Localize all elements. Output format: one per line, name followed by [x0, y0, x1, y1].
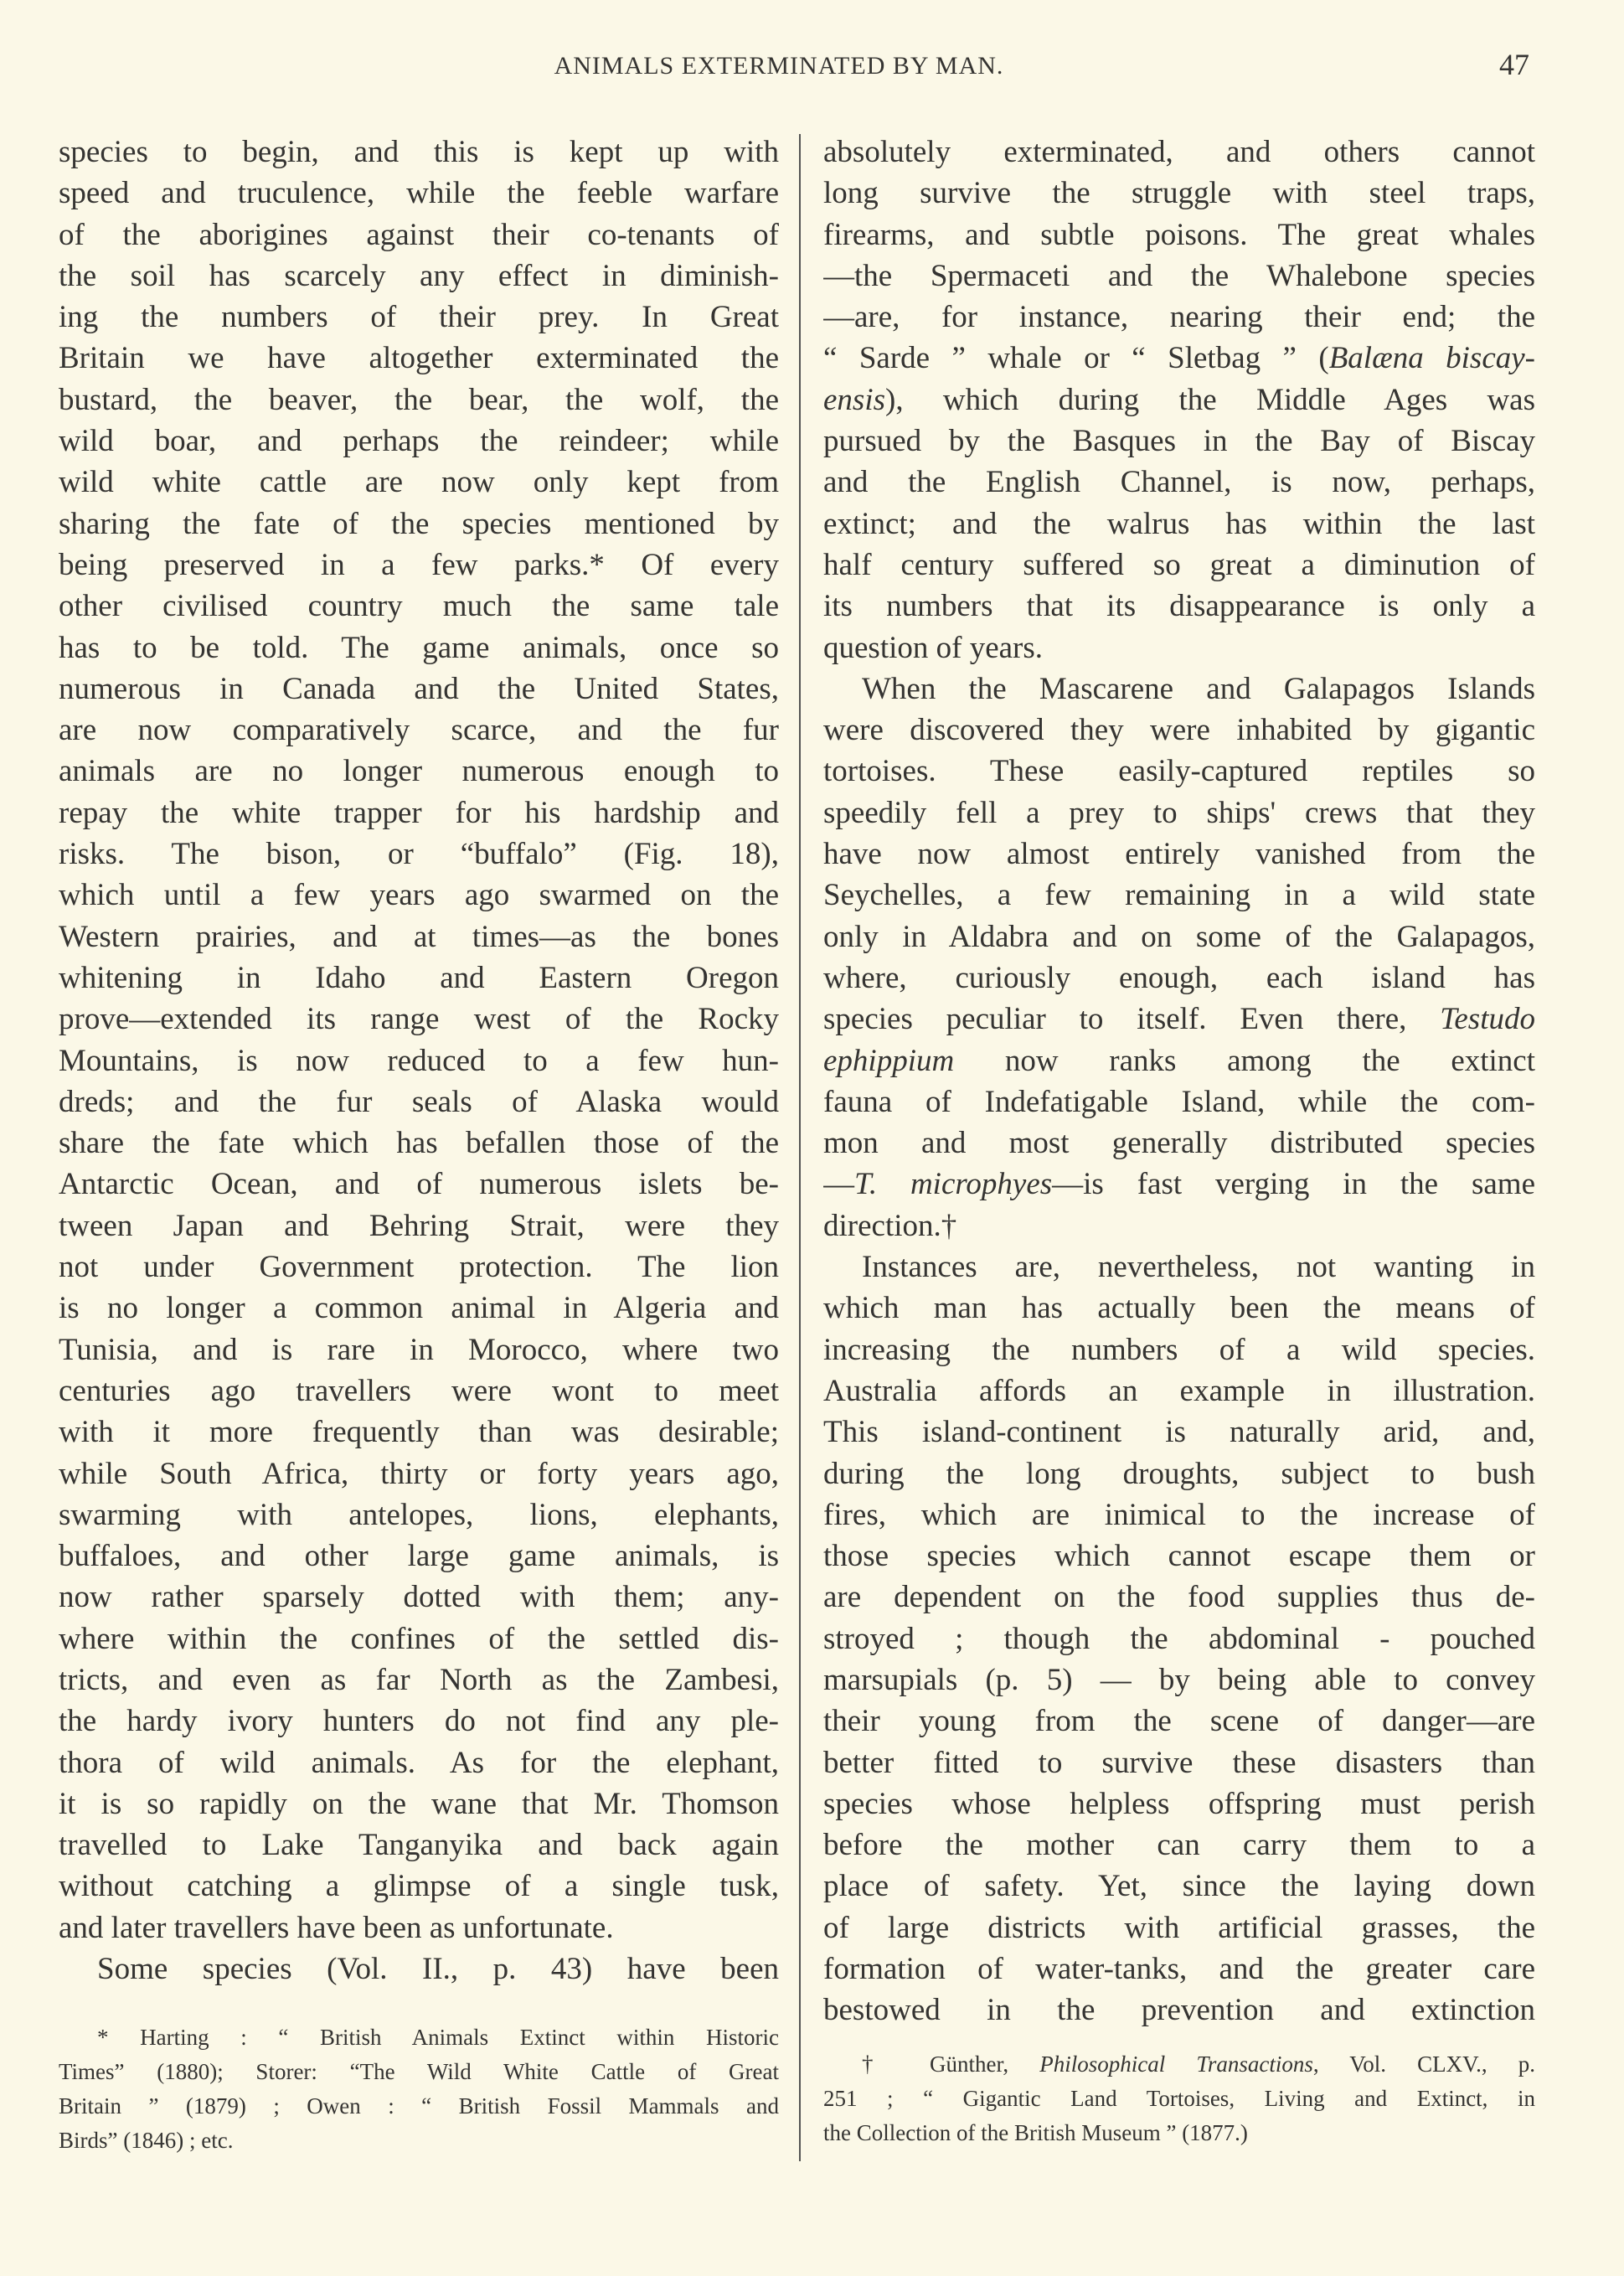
- text-line: pursued by the Basques in the Bay of Biscay: [823, 424, 1535, 459]
- text-segment: † Günther,: [862, 2051, 1040, 2077]
- text-line: animals are no longer numerous enough to: [59, 754, 779, 789]
- text-line: species whose helpless offspring must perish: [823, 1786, 1535, 1821]
- text-line: [823, 338, 1535, 379]
- text-line: * Harting : “ British Animals Extinct within Historic: [97, 2025, 779, 2050]
- text-line: the hardy ivory hunters do not find any ple-: [59, 1704, 779, 1739]
- text-line: speed and truculence, while the feeble warfare: [59, 176, 779, 211]
- text-line: which man has actually been the means of: [823, 1291, 1535, 1326]
- text-line: wild white cattle are now only kept from: [59, 465, 779, 500]
- text-line: speedily fell a prey to ships' crews that they: [823, 795, 1535, 830]
- italic-text: ensis: [823, 382, 885, 417]
- text-line: thora of wild animals. As for the elephant,: [59, 1745, 779, 1780]
- footnote-left: [59, 2021, 779, 2158]
- right-column: [823, 132, 1535, 2031]
- text-segment: “ Sarde ” whale or “ Sletbag ” (: [823, 341, 1329, 376]
- text-segment: now ranks among the extinct: [954, 1043, 1535, 1078]
- text-line: while South Africa, thirty or forty years ago,: [59, 1456, 779, 1491]
- text-segment: —is fast verging in the same: [1052, 1167, 1535, 1202]
- text-line: only in Aldabra and on some of the Galapagos,: [823, 919, 1535, 954]
- text-line: with it more frequently than was desirable;: [59, 1415, 779, 1450]
- text-segment: —: [823, 1167, 854, 1202]
- text-line: absolutely exterminated, and others cannot: [823, 135, 1535, 169]
- text-line: Mountains, is now reduced to a few hun-: [59, 1043, 779, 1078]
- text-line: the soil has scarcely any effect in diminish-: [59, 258, 779, 293]
- left-column: [59, 132, 779, 1990]
- text-line: Britain we have altogether exterminated the: [59, 341, 779, 376]
- text-line: [823, 1164, 1535, 1205]
- text-line: half century suffered so great a diminution of: [823, 547, 1535, 582]
- text-line: ing the numbers of their prey. In Great: [59, 300, 779, 335]
- text-line: are now comparatively scarce, and the fur: [59, 713, 779, 748]
- text-line: were discovered they were inhabited by gigantic: [823, 713, 1535, 748]
- text-line: stroyed ; though the abdominal - pouched: [823, 1621, 1535, 1656]
- text-line: and later travellers have been as unfortunate.: [59, 1910, 614, 1945]
- text-line: without catching a glimpse of a single tusk,: [59, 1869, 779, 1904]
- text-line: are dependent on the food supplies thus de-: [823, 1580, 1535, 1615]
- text-line: Instances are, nevertheless, not wanting in: [862, 1250, 1535, 1285]
- text-line: formation of water-tanks, and the greater care: [823, 1952, 1535, 1987]
- text-line: [823, 1040, 1535, 1081]
- text-line: direction.†: [823, 1208, 957, 1243]
- text-line: [823, 379, 1535, 421]
- text-line: where, curiously enough, each island has: [823, 960, 1535, 995]
- text-line: it is so rapidly on the wane that Mr. Thomson: [59, 1786, 779, 1821]
- italic-text: ephippium: [823, 1043, 955, 1078]
- text-segment: , Vol. CLXV., p.: [1312, 2051, 1535, 2077]
- text-line: and the English Channel, is now, perhaps,: [823, 465, 1535, 500]
- text-line: whitening in Idaho and Eastern Oregon: [59, 960, 779, 995]
- text-line: risks. The bison, or “buffalo” (Fig. 18),: [59, 837, 779, 872]
- text-line: being preserved in a few parks.* Of every: [59, 547, 779, 582]
- text-segment: ), which during the Middle Ages was: [885, 382, 1535, 417]
- column-divider: [799, 134, 801, 2161]
- text-line: Antarctic Ocean, and of numerous islets be-: [59, 1167, 779, 1202]
- text-line: [823, 999, 1535, 1040]
- text-line: Times” (1880); Storer: “The Wild White Cattle of Great: [59, 2059, 779, 2084]
- footnote-right: [823, 2047, 1535, 2150]
- italic-text: Philosophical Transactions: [1039, 2051, 1313, 2077]
- text-line: those species which cannot escape them or: [823, 1539, 1535, 1574]
- text-line: share the fate which has befallen those of the: [59, 1126, 779, 1161]
- text-line: bustard, the beaver, the bear, the wolf, the: [59, 382, 779, 417]
- text-line: their young from the scene of danger—are: [823, 1704, 1535, 1739]
- text-line: Seychelles, a few remaining in a wild state: [823, 878, 1535, 913]
- text-line: swarming with antelopes, lions, elephants,: [59, 1497, 779, 1532]
- text-line: Birds” (1846) ; etc.: [59, 2128, 234, 2153]
- text-line: the Collection of the British Museum ” (1877.): [823, 2120, 1248, 2145]
- text-line: which until a few years ago swarmed on the: [59, 878, 779, 913]
- text-line: tortoises. These easily-captured reptiles so: [823, 754, 1535, 789]
- text-line: repay the white trapper for his hardship and: [59, 795, 779, 830]
- text-line: Some species (Vol. II., p. 43) have been: [97, 1952, 779, 1987]
- text-line: tween Japan and Behring Strait, were they: [59, 1208, 779, 1243]
- text-line: Australia affords an example in illustration.: [823, 1373, 1535, 1408]
- text-line: firearms, and subtle poisons. The great whales: [823, 217, 1535, 252]
- text-line: fauna of Indefatigable Island, while the com-: [823, 1084, 1535, 1119]
- text-line: marsupials (p. 5) — by being able to convey: [823, 1662, 1535, 1697]
- text-line: Tunisia, and is rare in Morocco, where two: [59, 1332, 779, 1367]
- text-line: of large districts with artificial grasses, the: [823, 1910, 1535, 1945]
- text-line: its numbers that its disappearance is only a: [823, 589, 1535, 624]
- text-line: place of safety. Yet, since the laying down: [823, 1869, 1535, 1904]
- text-line: wild boar, and perhaps the reindeer; while: [59, 424, 779, 459]
- text-line: travelled to Lake Tanganyika and back again: [59, 1828, 779, 1863]
- text-line: extinct; and the walrus has within the last: [823, 506, 1535, 541]
- italic-text: Balæna biscay-: [1328, 341, 1535, 376]
- text-line: fires, which are inimical to the increase of: [823, 1497, 1535, 1532]
- text-line: question of years.: [823, 630, 1044, 665]
- text-line: centuries ago travellers were wont to meet: [59, 1373, 779, 1408]
- italic-text: Testudo: [1440, 1002, 1535, 1037]
- italic-text: T. microphyes: [854, 1167, 1053, 1202]
- text-line: dreds; and the fur seals of Alaska would: [59, 1084, 779, 1119]
- text-segment: species peculiar to itself. Even there,: [823, 1002, 1441, 1037]
- text-line: now rather sparsely dotted with them; any-: [59, 1580, 779, 1615]
- text-line: before the mother can carry them to a: [823, 1828, 1535, 1863]
- text-line: Britain ” (1879) ; Owen : “ British Fossil Mammals and: [59, 2093, 779, 2119]
- text-line: other civilised country much the same tale: [59, 589, 779, 624]
- text-line: of the aborigines against their co-tenants of: [59, 217, 779, 252]
- text-line: [823, 2047, 1535, 2082]
- text-line: numerous in Canada and the United States,: [59, 671, 779, 706]
- text-line: tricts, and even as far North as the Zambesi,: [59, 1662, 779, 1697]
- text-line: bestowed in the prevention and extinction: [823, 1993, 1535, 2028]
- text-line: species to begin, and this is kept up with: [59, 135, 779, 169]
- text-line: increasing the numbers of a wild species.: [823, 1332, 1535, 1367]
- text-line: sharing the fate of the species mentioned by: [59, 506, 779, 541]
- text-line: —are, for instance, nearing their end; the: [823, 300, 1535, 335]
- text-line: long survive the struggle with steel traps,: [823, 176, 1535, 211]
- text-line: where within the confines of the settled dis-: [59, 1621, 779, 1656]
- text-line: not under Government protection. The lion: [59, 1250, 779, 1285]
- text-line: —the Spermaceti and the Whalebone species: [823, 258, 1535, 293]
- page-number: 47: [1499, 48, 1529, 81]
- text-line: Western prairies, and at times—as the bones: [59, 919, 779, 954]
- text-line: 251 ; “ Gigantic Land Tortoises, Living and Extinct, in: [823, 2086, 1535, 2111]
- text-line: This island-continent is naturally arid, and,: [823, 1415, 1535, 1450]
- text-line: mon and most generally distributed species: [823, 1126, 1535, 1161]
- text-line: has to be told. The game animals, once so: [59, 630, 779, 665]
- text-line: better fitted to survive these disasters than: [823, 1745, 1535, 1780]
- text-line: during the long droughts, subject to bush: [823, 1456, 1535, 1491]
- text-line: have now almost entirely vanished from the: [823, 837, 1535, 872]
- text-line: prove—extended its range west of the Rocky: [59, 1002, 779, 1037]
- text-line: is no longer a common animal in Algeria and: [59, 1291, 779, 1326]
- running-head: ANIMALS EXTERMINATED BY MAN.: [554, 52, 1004, 80]
- text-line: When the Mascarene and Galapagos Islands: [862, 671, 1535, 706]
- text-line: buffaloes, and other large game animals, is: [59, 1539, 779, 1574]
